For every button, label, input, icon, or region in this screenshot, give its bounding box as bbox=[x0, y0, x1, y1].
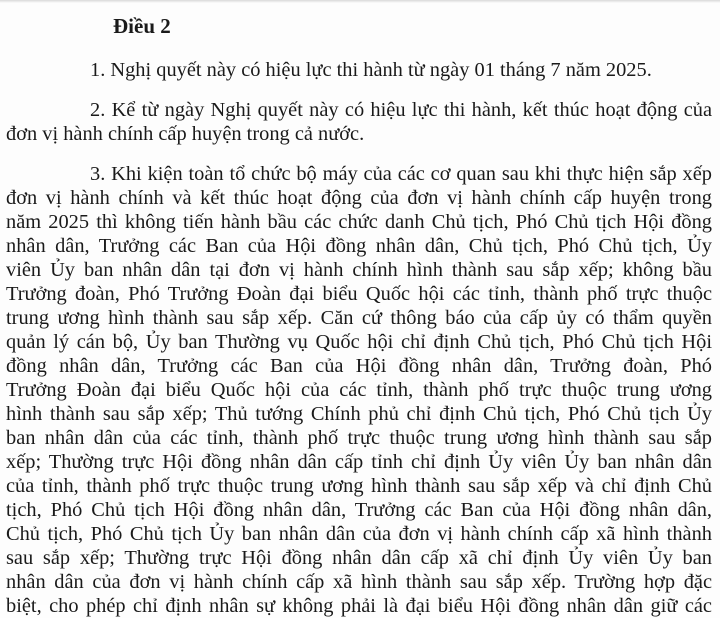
clause-3-line: đơn vị hành chính và kết thúc hoạt động của đơn vị hành chính cấp huyện trong bbox=[6, 187, 712, 209]
clause-3-line: nhân dân, Trưởng các Ban của Hội đồng nhân dân, Chủ tịch, Phó Chủ tịch, Ủy bbox=[6, 235, 712, 257]
clause-3-line: năm 2025 thì không tiến hành bầu các chức danh Chủ tịch, Phó Chủ tịch Hội đồng bbox=[6, 211, 712, 233]
clause-3-line: Chủ tịch, Phó Chủ tịch Ủy ban nhân dân của đơn vị hành chính cấp xã hình thành bbox=[6, 523, 712, 545]
clause-3-line: hình thành sau sắp xếp; Thủ tướng Chính phủ chỉ định Chủ tịch, Phó Chủ tịch Ủy bbox=[6, 403, 712, 425]
clause-3-line: xếp; Thường trực Hội đồng nhân dân cấp tỉnh chỉ định Ủy viên Ủy ban nhân dân bbox=[6, 451, 712, 473]
clause-1-line: 1. Nghị quyết này có hiệu lực thi hành từ ngày 01 tháng 7 năm 2025. bbox=[90, 59, 652, 81]
clause-3-line: biệt, cho phép chỉ định nhân sự không phải là đại biểu Hội đồng nhân dân giữ các bbox=[6, 595, 712, 617]
clause-3-line: nhân dân của đơn vị hành chính cấp xã hình thành sau sắp xếp. Trường hợp đặc bbox=[6, 571, 712, 593]
clause-3-line: đồng nhân dân, Trưởng các Ban của Hội đồng nhân dân, Trưởng đoàn, Phó bbox=[6, 355, 712, 377]
clause-3-line: viên Ủy ban nhân dân tại đơn vị hành chính hình thành sau sắp xếp; không bầu bbox=[6, 259, 712, 281]
clause-2-line: 2. Kể từ ngày Nghị quyết này có hiệu lực thi hành, kết thúc hoạt động của bbox=[90, 99, 712, 121]
clause-3-line: ban nhân dân của các tỉnh, thành phố trực thuộc trung ương hình thành sau sắp bbox=[6, 427, 712, 449]
clause-3-line: 3. Khi kiện toàn tổ chức bộ máy của các cơ quan sau khi thực hiện sắp xếp bbox=[90, 163, 712, 185]
clause-3-line: quản lý cán bộ, Ủy ban Thường vụ Quốc hội chỉ định Chủ tịch, Phó Chủ tịch Hội bbox=[6, 331, 712, 353]
clause-3-line: Trưởng Đoàn đại biểu Quốc hội của các tỉnh, thành phố trực thuộc trung ương bbox=[6, 379, 712, 401]
clause-3-line: sau sắp xếp; Thường trực Hội đồng nhân dân cấp xã chỉ định Ủy viên Ủy ban bbox=[6, 547, 712, 569]
clause-3-line: tịch, Phó Chủ tịch Hội đồng nhân dân, Trưởng các Ban của Hội đồng nhân dân, bbox=[6, 499, 712, 521]
clause-2-line: đơn vị hành chính cấp huyện trong cả nước. bbox=[6, 123, 365, 145]
clause-3-line: của tỉnh, thành phố trực thuộc trung ương hình thành sau sắp xếp và chỉ định Chủ bbox=[6, 475, 712, 497]
page-top-edge bbox=[0, 0, 720, 3]
article-heading: Điều 2 bbox=[113, 14, 171, 38]
clause-3-line: trung ương hình thành sau sắp xếp. Căn cứ thông báo của cấp ủy có thẩm quyền bbox=[6, 307, 712, 329]
clause-3-line: Trưởng đoàn, Phó Trưởng Đoàn đại biểu Quốc hội các tỉnh, thành phố trực thuộc bbox=[6, 283, 712, 305]
